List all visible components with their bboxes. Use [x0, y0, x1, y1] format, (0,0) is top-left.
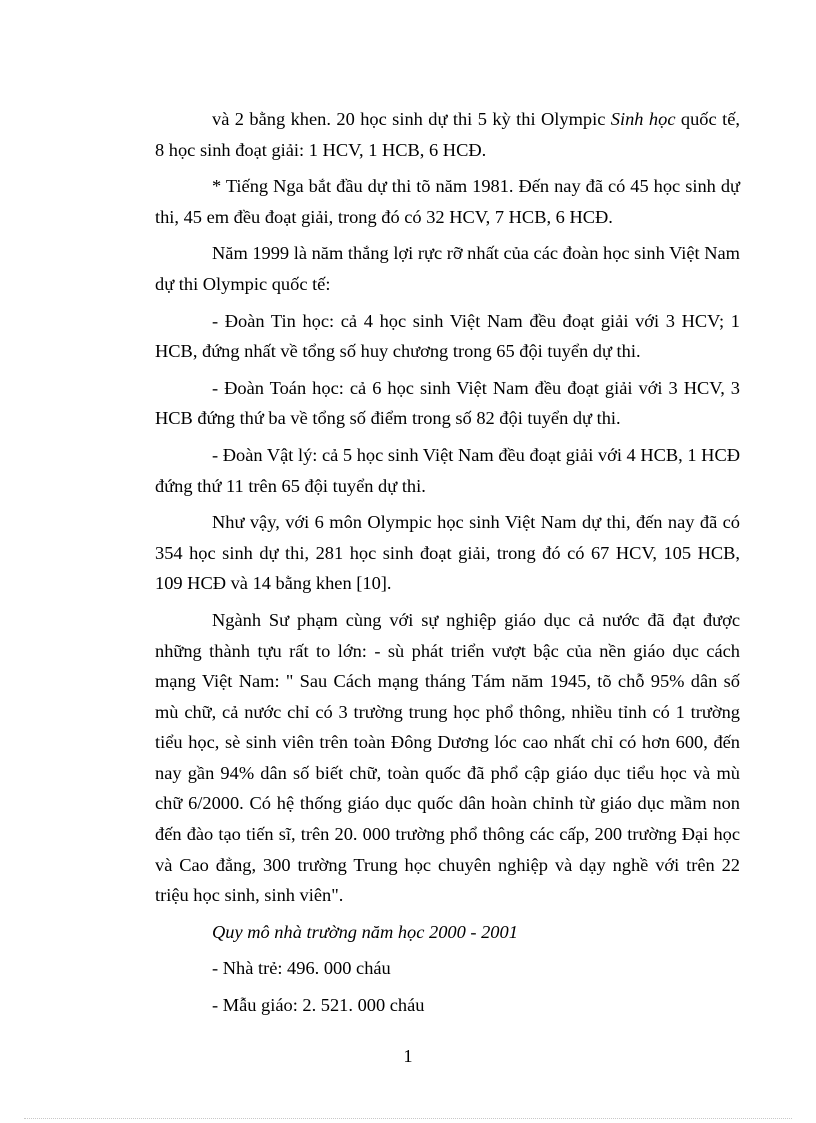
list-item-nursery: - Nhà trẻ: 496. 000 cháu: [212, 958, 391, 979]
paragraph-olympic-biology: và 2 bằng khen. 20 học sinh dự thi 5 kỳ thi Olympic Sinh học quốc tế, 8 học sinh đoạt giải: 1 HCV, 1 HCB, 6 HCĐ.: [155, 109, 740, 160]
page-bottom-divider: [24, 1118, 792, 1119]
paragraph-pedagogy: Ngành Sư phạm cùng với sự nghiệp giáo dục cả nước đã đạt được những thành tựu rất to lớn: - sù phát triển vượt bậc của nền giáo dục cách mạng Việt Nam: " Sau Cách mạng tháng Tám năm 1945, tõ chỗ 95% dân số mù chữ, cả nước chỉ có 3 trường trung học phổ thông, nhiều tỉnh có 1 trường tiểu học, sè sinh viên trên toàn Đông Dương lóc cao nhất chỉ có hơn 600, đến nay gần 94% dân số biết chữ, toàn quốc đã phổ cập giáo dục tiểu học và mù chữ 6/2000. Có hệ thống giáo dục quốc dân hoàn chỉnh từ giáo dục mầm non đến đào tạo tiến sĩ, trên 20. 000 trường phổ thông các cấp, 200 trường Đại học và Cao đẳng, 300 trường Trung học chuyên nghiệp và dạy nghề với trên 22 triệu học sinh, sinh viên".: [155, 609, 740, 906]
list-item-kindergarten: - Mẫu giáo: 2. 521. 000 cháu: [212, 995, 425, 1016]
paragraph-summary: Như vậy, với 6 môn Olympic học sinh Việt Nam dự thi, đến nay đã có 354 học sinh dự thi, 281 học sinh đoạt giải, trong đó có 67 HCV, 105 HCB, 109 HCĐ và 14 bằng khen [10].: [155, 512, 740, 594]
body-text: [155, 104, 740, 1027]
italic-subject: Sinh học: [610, 109, 676, 129]
paragraph-physics-team: - Đoàn Vật lý: cả 5 học sinh Việt Nam đều đoạt giải với 4 HCB, 1 HCĐ đứng thứ 11 trên 65 đội tuyển dự thi.: [155, 444, 740, 496]
paragraph-informatics-team: - Đoàn Tin học: cả 4 học sinh Việt Nam đều đoạt giải với 3 HCV; 1 HCB, đứng nhất về tổng số huy chương trong 65 đội tuyển dự thi.: [155, 310, 740, 362]
paragraph-year-1999: Năm 1999 là năm thắng lợi rực rỡ nhất của các đoàn học sinh Việt Nam dự thi Olympic quốc tế:: [155, 243, 740, 294]
paragraph-russian: * Tiếng Nga bắt đầu dự thi tõ năm 1981. Đến nay đã có 45 học sinh dự thi, 45 em đều đoạt giải, trong đó có 32 HCV, 7 HCB, 6 HCĐ.: [155, 176, 740, 227]
paragraph-math-team: - Đoàn Toán học: cả 6 học sinh Việt Nam đều đoạt giải với 3 HCV, 3 HCB đứng thứ ba về tổng số điểm trong số 82 đội tuyển dự thi.: [155, 377, 740, 429]
page-number: 1: [403, 1046, 413, 1066]
caption-school-scale: Quy mô nhà trường năm học 2000 - 2001: [212, 921, 518, 942]
